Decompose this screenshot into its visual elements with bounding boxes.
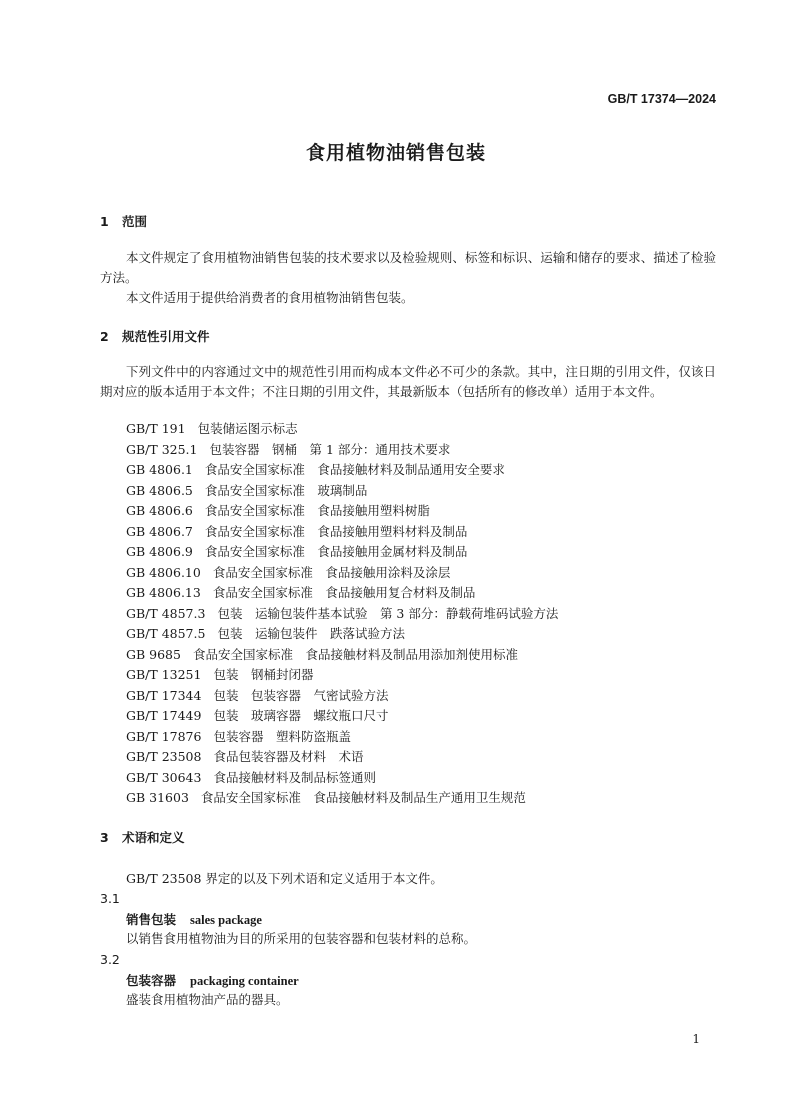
standard-number: GB/T 17374—2024 bbox=[607, 92, 716, 106]
references-intro: 下列文件中的内容通过文中的规范性引用而构成本文件必不可少的条款。其中，注日期的引用文件，仅该日期对应的版本适用于本文件；不注日期的引用文件，其最新版本（包括所有的修改单）适用于本文件。 bbox=[100, 364, 716, 399]
document-title: 食用植物油销售包装 bbox=[305, 142, 486, 164]
reference-item bbox=[126, 768, 376, 788]
reference-item bbox=[126, 583, 475, 603]
reference-item bbox=[126, 665, 313, 685]
reference-title: 食品安全国家标准 食品接触用涂料及涂层 bbox=[212, 565, 451, 580]
reference-code: GB 31603 bbox=[126, 790, 189, 805]
reference-item bbox=[126, 563, 450, 583]
reference-code: GB/T 17449 bbox=[126, 708, 202, 723]
section-number: 1 bbox=[100, 214, 109, 229]
reference-title: 包装 玻璃容器 螺纹瓶口尺寸 bbox=[213, 708, 389, 723]
reference-item bbox=[126, 419, 298, 439]
reference-title: 食品安全国家标准 食品接触用塑料材料及制品 bbox=[204, 524, 468, 539]
term-definition: 盛装食用植物油产品的器具。 bbox=[126, 992, 289, 1007]
reference-item bbox=[126, 624, 405, 644]
reference-code: GB/T 191 bbox=[126, 421, 186, 436]
reference-code: GB 4806.7 bbox=[126, 524, 193, 539]
reference-item bbox=[126, 460, 505, 480]
reference-code: GB 4806.10 bbox=[126, 565, 201, 580]
reference-code: GB/T 17344 bbox=[126, 688, 202, 703]
reference-code: GB 9685 bbox=[126, 647, 181, 662]
reference-title: 包装 包装容器 气密试验方法 bbox=[213, 688, 389, 703]
reference-code: GB 4806.5 bbox=[126, 483, 193, 498]
reference-item bbox=[126, 522, 467, 542]
reference-item bbox=[126, 542, 467, 562]
reference-item bbox=[126, 706, 388, 726]
term-number: 3.2 bbox=[100, 952, 120, 967]
term-heading bbox=[126, 910, 262, 928]
reference-code: GB/T 17876 bbox=[126, 729, 202, 744]
reference-item bbox=[126, 747, 363, 767]
reference-code: GB 4806.1 bbox=[126, 462, 193, 477]
reference-code: GB 4806.6 bbox=[126, 503, 193, 518]
scope-paragraph-1: 本文件规定了食用植物油销售包装的技术要求以及检验规则、标签和标识、运输和储存的要求、描述了检验方法。 bbox=[100, 250, 716, 285]
reference-title: 包装容器 塑料防盗瓶盖 bbox=[213, 729, 351, 744]
reference-title: 食品安全国家标准 玻璃制品 bbox=[204, 483, 368, 498]
term-chinese: 包装容器 bbox=[126, 973, 177, 988]
term-heading bbox=[126, 971, 299, 989]
reference-title: 食品安全国家标准 食品接触材料及制品生产通用卫生规范 bbox=[200, 790, 526, 805]
reference-title: 食品安全国家标准 食品接触用复合材料及制品 bbox=[212, 585, 476, 600]
section-heading-terms-and-definitions bbox=[100, 828, 185, 846]
section-number: 2 bbox=[100, 329, 109, 344]
section-heading-scope bbox=[100, 212, 147, 230]
reference-title: 包装容器 钢桶 第 1 部分：通用技术要求 bbox=[209, 442, 451, 457]
reference-code: GB/T 23508 bbox=[126, 749, 202, 764]
reference-item bbox=[126, 481, 367, 501]
scope-paragraph-2: 本文件适用于提供给消费者的食用植物油销售包装。 bbox=[126, 290, 414, 305]
term-chinese: 销售包装 bbox=[126, 912, 177, 927]
section-title: 规范性引用文件 bbox=[122, 329, 210, 344]
reference-item bbox=[126, 604, 558, 624]
term-english: packaging container bbox=[190, 974, 299, 988]
reference-title: 食品安全国家标准 食品接触用塑料树脂 bbox=[204, 503, 430, 518]
reference-item bbox=[126, 440, 450, 460]
reference-title: 包装 钢桶封闭器 bbox=[213, 667, 314, 682]
term-definition: 以销售食用植物油为目的所采用的包装容器和包装材料的总称。 bbox=[126, 931, 477, 946]
section-title: 术语和定义 bbox=[122, 830, 185, 845]
page-number: 1 bbox=[692, 1032, 700, 1046]
reference-code: GB 4806.13 bbox=[126, 585, 201, 600]
term-number: 3.1 bbox=[100, 891, 120, 906]
reference-code: GB/T 13251 bbox=[126, 667, 202, 682]
term-english: sales package bbox=[190, 913, 262, 927]
reference-title: 包装 运输包装件 跌落试验方法 bbox=[217, 626, 405, 641]
reference-title: 包装 运输包装件基本试验 第 3 部分：静载荷堆码试验方法 bbox=[217, 606, 559, 621]
reference-item bbox=[126, 645, 518, 665]
reference-title: 食品接触材料及制品标签通则 bbox=[213, 770, 376, 785]
reference-code: GB 4806.9 bbox=[126, 544, 193, 559]
reference-item bbox=[126, 501, 430, 521]
terms-intro: GB/T 23508 界定的以及下列术语和定义适用于本文件。 bbox=[126, 871, 443, 886]
reference-item bbox=[126, 788, 526, 808]
section-heading-normative-references bbox=[100, 327, 210, 345]
reference-code: GB/T 4857.5 bbox=[126, 626, 206, 641]
section-number: 3 bbox=[100, 830, 109, 845]
reference-title: 食品安全国家标准 食品接触材料及制品用添加剂使用标准 bbox=[192, 647, 518, 662]
reference-title: 食品包装容器及材料 术语 bbox=[213, 749, 364, 764]
reference-title: 包装储运图示标志 bbox=[197, 421, 298, 436]
reference-code: GB/T 30643 bbox=[126, 770, 202, 785]
reference-code: GB/T 325.1 bbox=[126, 442, 198, 457]
reference-item bbox=[126, 727, 351, 747]
reference-code: GB/T 4857.3 bbox=[126, 606, 206, 621]
reference-item bbox=[126, 686, 388, 706]
reference-title: 食品安全国家标准 食品接触用金属材料及制品 bbox=[204, 544, 468, 559]
section-title: 范围 bbox=[122, 214, 148, 229]
reference-title: 食品安全国家标准 食品接触材料及制品通用安全要求 bbox=[204, 462, 505, 477]
